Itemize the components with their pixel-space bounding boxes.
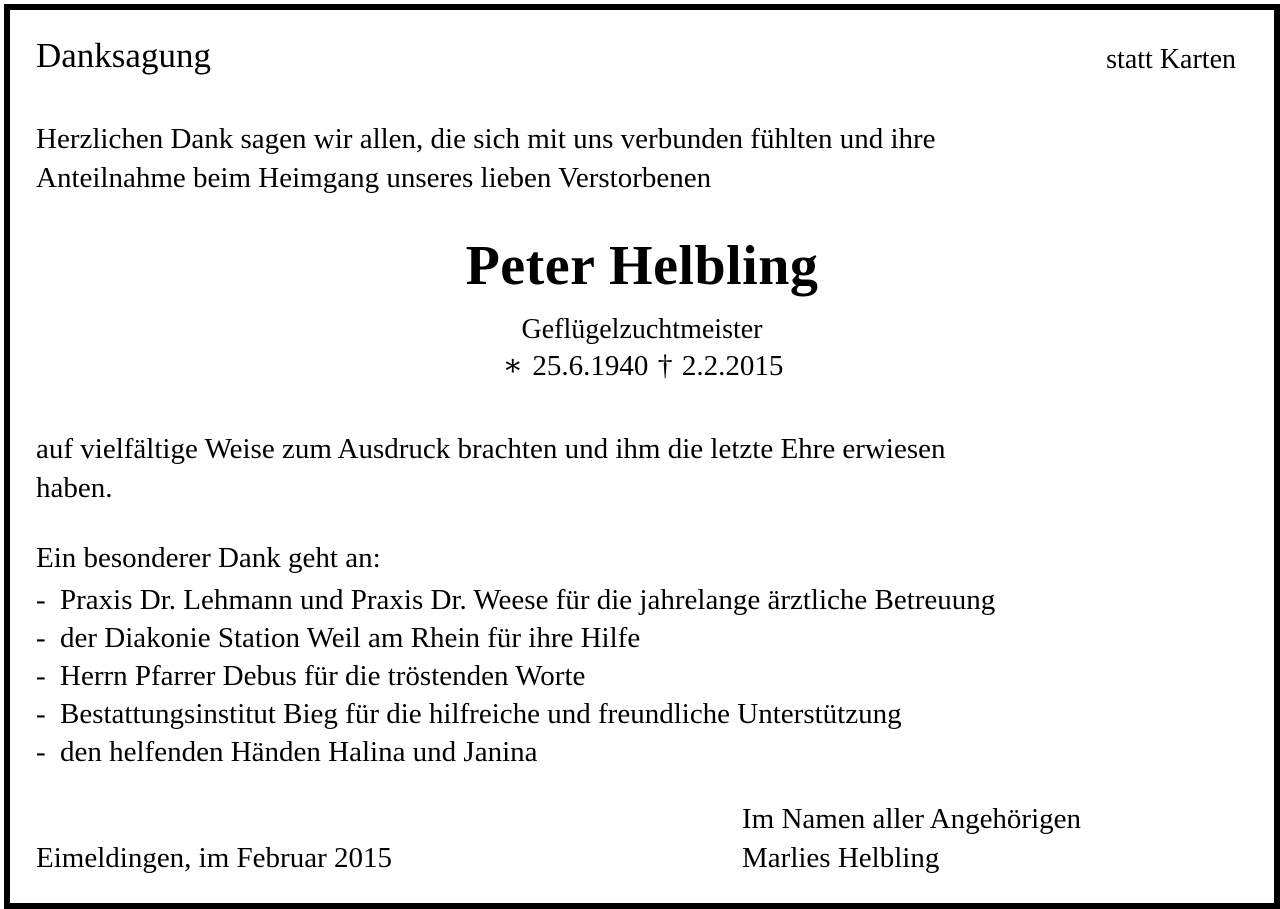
death-cross-icon: †	[657, 349, 673, 382]
birth-date: 25.6.1940	[532, 350, 649, 382]
place-and-date: Eimeldingen, im Februar 2015	[36, 842, 392, 874]
deceased-profession: Geflügelzuchtmeister	[521, 314, 763, 345]
life-dates	[10, 348, 1274, 383]
dash-bullet: -	[36, 584, 46, 616]
dash-bullet: -	[36, 660, 46, 692]
list-item	[36, 733, 995, 771]
notice-heading: Danksagung	[36, 36, 211, 75]
body-text	[36, 430, 946, 508]
list-item-text: Praxis Dr. Lehmann und Praxis Dr. Weese für die jahrelange ärztliche Betreuung	[60, 584, 996, 616]
list-item-text: Herrn Pfarrer Debus für die tröstenden Worte	[60, 660, 586, 692]
list-item	[36, 657, 995, 695]
body-line-2: haben.	[36, 472, 113, 504]
list-item-text: den helfenden Händen Halina und Janina	[60, 736, 538, 768]
intro-text	[36, 120, 936, 198]
obituary-thank-you-notice	[4, 4, 1280, 909]
body-line-1: auf vielfältige Weise zum Ausdruck brachten und ihm die letzte Ehre erwiesen	[36, 433, 946, 465]
list-item	[36, 619, 995, 657]
signature-name: Marlies Helbling	[742, 842, 940, 874]
list-item	[36, 581, 995, 619]
instead-of-cards-note: statt Karten	[1106, 44, 1236, 75]
dash-bullet: -	[36, 736, 46, 768]
birth-star-icon: ∗	[502, 349, 524, 382]
intro-line-1: Herzlichen Dank sagen wir allen, die sich mit uns verbunden fühlten und ihre	[36, 123, 936, 155]
list-item	[36, 695, 995, 733]
intro-line-2: Anteilnahme beim Heimgang unseres lieben Verstorbenen	[36, 162, 712, 194]
signature-on-behalf: Im Namen aller Angehörigen	[742, 803, 1082, 835]
special-thanks-title: Ein besonderer Dank geht an:	[36, 542, 381, 574]
list-item-text: Bestattungsinstitut Bieg für die hilfreiche und freundliche Unterstützung	[60, 698, 902, 730]
dash-bullet: -	[36, 622, 46, 654]
death-date: 2.2.2015	[681, 350, 784, 382]
special-thanks-list	[36, 581, 995, 771]
list-item-text: der Diakonie Station Weil am Rhein für ihre Hilfe	[60, 622, 641, 654]
deceased-name: Peter Helbling	[465, 235, 819, 297]
dash-bullet: -	[36, 698, 46, 730]
